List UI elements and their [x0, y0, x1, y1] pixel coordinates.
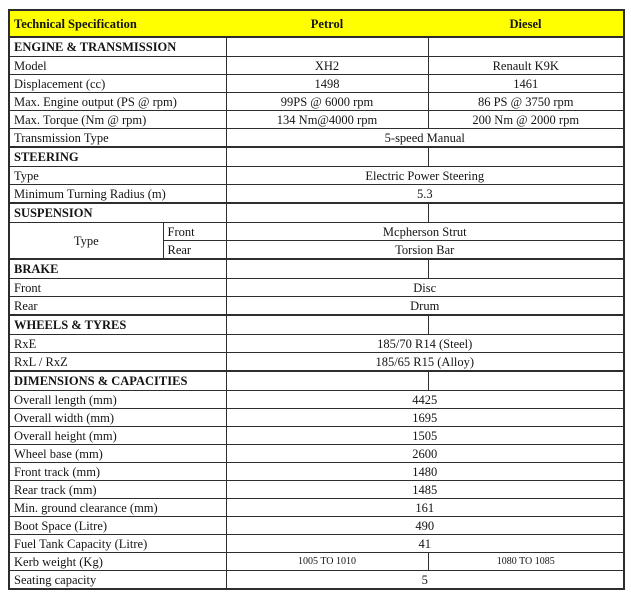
- diesel-value: 86 PS @ 3750 rpm: [428, 93, 624, 111]
- shared-value: 2600: [226, 445, 624, 463]
- shared-value: 41: [226, 535, 624, 553]
- empty-cell: [428, 371, 624, 391]
- row-label: Max. Engine output (PS @ rpm): [9, 93, 226, 111]
- shared-value: 161: [226, 499, 624, 517]
- empty-cell: [428, 203, 624, 223]
- table-row-suspension-front: [9, 223, 624, 241]
- suspension-rear-value: Torsion Bar: [226, 241, 624, 260]
- diesel-value: 1461: [428, 75, 624, 93]
- shared-value: 5: [226, 571, 624, 590]
- diesel-value: 1080 TO 1085: [428, 553, 624, 571]
- petrol-value: 1005 TO 1010: [226, 553, 428, 571]
- section-title: STEERING: [9, 147, 226, 167]
- table-row: [9, 297, 624, 316]
- row-label: Rear: [9, 297, 226, 316]
- section-title: BRAKE: [9, 259, 226, 279]
- shared-value: 1505: [226, 427, 624, 445]
- empty-cell: [226, 203, 428, 223]
- table-row: [9, 111, 624, 129]
- table-row: [9, 535, 624, 553]
- suspension-type-label: Type: [9, 223, 163, 260]
- header-petrol-column: Petrol: [226, 10, 428, 37]
- row-label: RxL / RxZ: [9, 353, 226, 372]
- table-row: [9, 499, 624, 517]
- table-row: [9, 409, 624, 427]
- technical-specification-table: [8, 9, 625, 590]
- table-row: [9, 517, 624, 535]
- shared-value: 4425: [226, 391, 624, 409]
- empty-cell: [226, 315, 428, 335]
- table-row: [9, 353, 624, 372]
- row-label: RxE: [9, 335, 226, 353]
- section-row-steering: [9, 147, 624, 167]
- empty-cell: [226, 259, 428, 279]
- shared-value: 5-speed Manual: [226, 129, 624, 148]
- row-label: Seating capacity: [9, 571, 226, 590]
- row-label: Boot Space (Litre): [9, 517, 226, 535]
- diesel-value: 200 Nm @ 2000 rpm: [428, 111, 624, 129]
- section-title: ENGINE & TRANSMISSION: [9, 37, 226, 57]
- petrol-value: 134 Nm@4000 rpm: [226, 111, 428, 129]
- row-label: Rear track (mm): [9, 481, 226, 499]
- table-row: [9, 129, 624, 148]
- row-label: Front track (mm): [9, 463, 226, 481]
- petrol-value: XH2: [226, 57, 428, 75]
- shared-value: 1480: [226, 463, 624, 481]
- empty-cell: [428, 259, 624, 279]
- table-row: [9, 391, 624, 409]
- header-title: Technical Specification: [9, 10, 226, 37]
- suspension-front-label: Front: [163, 223, 226, 241]
- table-row: [9, 57, 624, 75]
- section-title: SUSPENSION: [9, 203, 226, 223]
- row-label: Min. ground clearance (mm): [9, 499, 226, 517]
- row-label: Fuel Tank Capacity (Litre): [9, 535, 226, 553]
- shared-value: 490: [226, 517, 624, 535]
- section-row-dimensions-capacities: [9, 371, 624, 391]
- section-title: DIMENSIONS & CAPACITIES: [9, 371, 226, 391]
- row-label: Overall height (mm): [9, 427, 226, 445]
- table-row: [9, 571, 624, 590]
- table-row: [9, 481, 624, 499]
- section-row-wheels-tyres: [9, 315, 624, 335]
- suspension-rear-label: Rear: [163, 241, 226, 260]
- section-row-suspension: [9, 203, 624, 223]
- row-label: Wheel base (mm): [9, 445, 226, 463]
- table-header-row: [9, 10, 624, 37]
- row-label: Type: [9, 167, 226, 185]
- empty-cell: [226, 371, 428, 391]
- section-row-brake: [9, 259, 624, 279]
- row-label: Transmission Type: [9, 129, 226, 148]
- diesel-value: Renault K9K: [428, 57, 624, 75]
- petrol-value: 1498: [226, 75, 428, 93]
- table-row: [9, 427, 624, 445]
- table-row: [9, 185, 624, 204]
- table-row: [9, 463, 624, 481]
- section-row-engine-transmission: [9, 37, 624, 57]
- empty-cell: [428, 37, 624, 57]
- row-label: Kerb weight (Kg): [9, 553, 226, 571]
- shared-value: Drum: [226, 297, 624, 316]
- shared-value: 5.3: [226, 185, 624, 204]
- table-row: [9, 279, 624, 297]
- table-row: [9, 167, 624, 185]
- shared-value: Electric Power Steering: [226, 167, 624, 185]
- shared-value: 185/65 R15 (Alloy): [226, 353, 624, 372]
- empty-cell: [226, 37, 428, 57]
- suspension-front-value: Mcpherson Strut: [226, 223, 624, 241]
- table-row: [9, 335, 624, 353]
- shared-value: 1485: [226, 481, 624, 499]
- row-label: Overall length (mm): [9, 391, 226, 409]
- row-label: Minimum Turning Radius (m): [9, 185, 226, 204]
- empty-cell: [428, 315, 624, 335]
- row-label: Displacement (cc): [9, 75, 226, 93]
- table-row: [9, 75, 624, 93]
- table-row: [9, 93, 624, 111]
- shared-value: Disc: [226, 279, 624, 297]
- row-label: Model: [9, 57, 226, 75]
- empty-cell: [226, 147, 428, 167]
- shared-value: 1695: [226, 409, 624, 427]
- section-title: WHEELS & TYRES: [9, 315, 226, 335]
- table-row: [9, 445, 624, 463]
- row-label: Overall width (mm): [9, 409, 226, 427]
- row-label: Front: [9, 279, 226, 297]
- header-diesel-column: Diesel: [428, 10, 624, 37]
- petrol-value: 99PS @ 6000 rpm: [226, 93, 428, 111]
- shared-value: 185/70 R14 (Steel): [226, 335, 624, 353]
- empty-cell: [428, 147, 624, 167]
- row-label: Max. Torque (Nm @ rpm): [9, 111, 226, 129]
- table-row-kerb-weight: [9, 553, 624, 571]
